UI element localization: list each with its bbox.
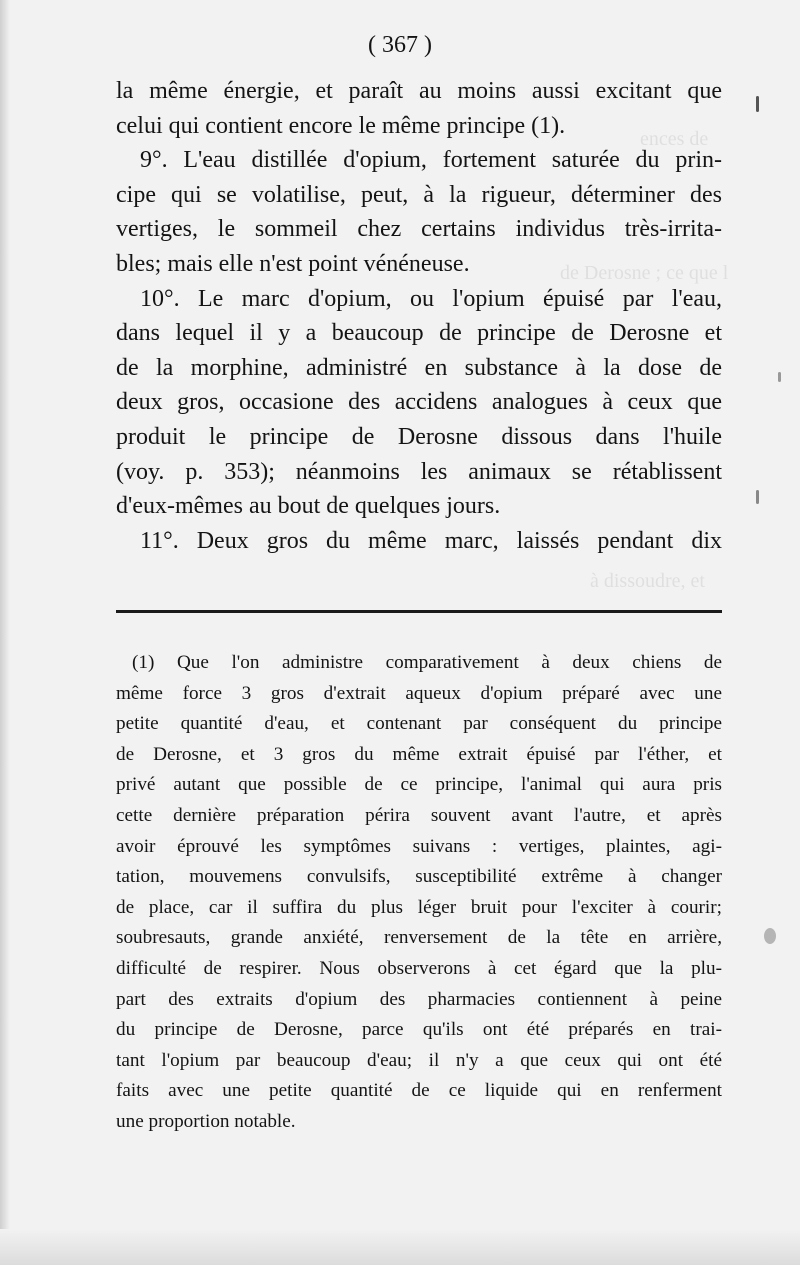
footnote-line: de Derosne, et 3 gros du même extrait épuisé par l'éther, et [116, 743, 722, 765]
footnote-line: petite quantité d'eau, et contenant par conséquent du principe [116, 713, 722, 735]
main-text [116, 74, 722, 558]
ink-mark [756, 96, 759, 112]
footnote [116, 648, 722, 1138]
ink-mark [756, 490, 759, 504]
text-line: vertiges, le sommeil chez certains individus très-irrita- [116, 216, 722, 243]
show-through-text: de Derosne ; ce que l [560, 262, 729, 284]
text-line: la même énergie, et paraît au moins aussi excitant que [116, 78, 722, 104]
footnote-line: même force 3 gros d'extrait aqueux d'opium préparé avec une [116, 682, 722, 704]
text-line: bles; mais elle n'est point vénéneuse. [116, 250, 470, 277]
text-line: (voy. p. 353); néanmoins les animaux se rétablissent [116, 458, 722, 485]
text-line: cipe qui se volatilise, peut, à la rigueur, déterminer des [116, 181, 722, 208]
ink-mark [778, 372, 781, 382]
footnote-separator [116, 610, 722, 613]
text-line: 11°. Deux gros du même marc, laissés pendant dix [140, 527, 722, 554]
footnote-line: tant l'opium par beaucoup d'eau; il n'y a que ceux qui ont été [116, 1049, 722, 1071]
footnote-line: privé autant que possible de ce principe, l'animal qui aura pris [116, 774, 722, 796]
footnote-line: difficulté de respirer. Nous observerons à cet égard que la plu- [116, 957, 722, 979]
page-number: ( 367 ) [368, 32, 432, 58]
footnote-line: part des extraits d'opium des pharmacies contiennent à peine [116, 988, 722, 1010]
show-through-text: à dissoudre, et [590, 570, 705, 592]
text-line: celui qui contient encore le même principe (1). [116, 112, 566, 139]
text-line: 9°. L'eau distillée d'opium, fortement saturée du prin- [140, 147, 722, 174]
text-line: dans lequel il y a beaucoup de principe de Derosne et [116, 320, 722, 347]
footnote-line: une proportion notable. [116, 1110, 296, 1132]
text-line: 10°. Le marc d'opium, ou l'opium épuisé par l'eau, [140, 285, 722, 312]
footnote-line: soubresauts, grande anxiété, renversement de la tête en arrière, [116, 927, 722, 949]
footnote-line: tation, mouvemens convulsifs, susceptibilité extrême à changer [116, 866, 722, 888]
footnote-line: faits avec une petite quantité de ce liquide qui en renferment [116, 1080, 722, 1102]
text-line: de la morphine, administré en substance à la dose de [116, 354, 722, 381]
footnote-line: (1) Que l'on administre comparativement à deux chiens de [132, 652, 722, 673]
show-through-text: ences de [640, 128, 709, 150]
text-line: produit le principe de Derosne dissous dans l'huile [116, 423, 722, 450]
footnote-line: du principe de Derosne, parce qu'ils ont été préparés en trai- [116, 1019, 722, 1041]
footnote-line: cette dernière préparation périra souvent avant l'autre, et après [116, 804, 722, 826]
page-edge-shadow [0, 0, 10, 1265]
paper-speck [764, 928, 776, 944]
footnote-line: avoir éprouvé les symptômes suivans : vertiges, plaintes, agi- [116, 835, 722, 857]
text-line: deux gros, occasione des accidens analogues à ceux que [116, 389, 722, 416]
footnote-line: de place, car il suffira du plus léger bruit pour l'exciter à courir; [116, 896, 722, 918]
page-bottom-shadow [0, 1229, 800, 1265]
text-line: d'eux-mêmes au bout de quelques jours. [116, 493, 501, 520]
